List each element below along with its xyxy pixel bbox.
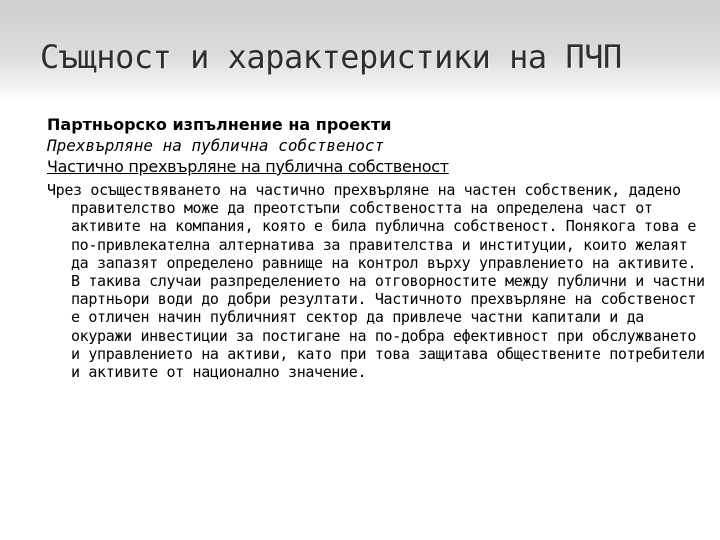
slide-content — [47, 114, 705, 382]
slide-title: Същност и характеристики на ПЧП — [40, 38, 622, 76]
body-paragraph: Чрез осъществяването на частично прехвърляне на частен собственик, дадено правителство може да преотстъпи собствеността на определена част от активите на компания, която е била публична собственост. Понякога това е по-привлекателна алтернатива за правителства и институции, които желаят да запазят определено равнище на контрол върху управлението на активите. В такива случаи разпределението на отговорностите между публични и частни партньори води до добри резултати. Частичното прехвърляне на собственост е отличен начин публичният сектор да привлече частни капитали и да окуражи инвестиции за постигане на по-добра ефективност при обслужването и управлението на активи, като при това защитава обществените потребители и активите от национално значение. — [47, 181, 705, 382]
heading-partnership: Партньорско изпълнение на проекти — [47, 115, 392, 134]
heading-partial-transfer: Частично прехвърляне на публична собственост — [47, 157, 449, 176]
heading-transfer: Прехвърляне на публична собственост — [47, 136, 385, 155]
